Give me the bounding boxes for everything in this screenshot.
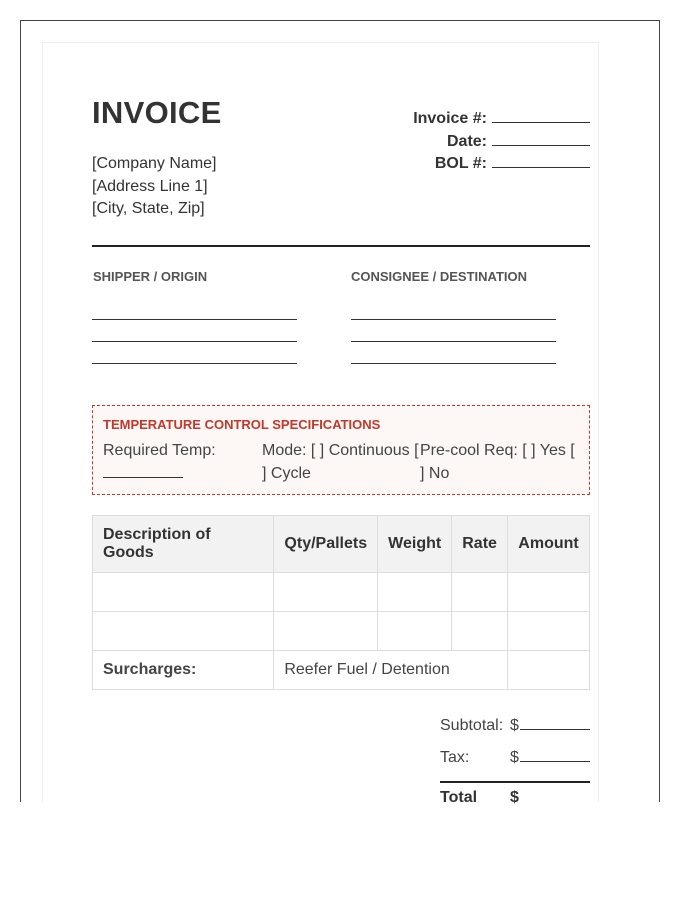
table-cell[interactable] [508, 612, 590, 651]
precool-line-1[interactable]: Pre-cool Req: [ ] Yes [ [420, 442, 575, 459]
total-label: Total [440, 789, 478, 806]
consignee-fields [351, 307, 556, 385]
tax-field[interactable] [520, 747, 590, 762]
required-temp [103, 440, 216, 485]
table-cell[interactable] [274, 612, 378, 651]
invoice-number-field[interactable] [492, 108, 590, 123]
mode-line-2[interactable]: ] Cycle [262, 464, 311, 482]
shipper-line[interactable] [92, 341, 297, 342]
tax-label: Tax: [440, 749, 470, 766]
required-temp-label: Required Temp: [103, 442, 216, 459]
surcharges-label: Surcharges: [93, 651, 274, 690]
consignee-line[interactable] [351, 319, 556, 320]
invoice-title: INVOICE [92, 95, 222, 130]
bol-row [330, 153, 590, 176]
invoice-number-label: Invoice #: [413, 110, 487, 127]
subtotal-label: Subtotal: [440, 717, 504, 734]
total-currency: $ [510, 789, 519, 806]
table-cell[interactable] [508, 573, 590, 612]
date-label: Date: [446, 132, 487, 150]
mode-options [262, 440, 419, 485]
consignee-line[interactable] [351, 341, 556, 342]
table-header-row [93, 516, 590, 573]
header-divider [92, 245, 590, 247]
table-cell[interactable] [93, 573, 274, 612]
totals-block [440, 715, 590, 821]
surcharges-row [93, 651, 590, 690]
table-cell[interactable] [93, 612, 274, 651]
mode-line-1[interactable]: Mode: [ ] Continuous [ [262, 442, 419, 459]
table-row [93, 573, 590, 612]
table-cell[interactable] [378, 612, 452, 651]
invoice-number-row [330, 108, 590, 131]
precool-options [420, 440, 575, 485]
tax-row [440, 747, 590, 779]
subtotal-currency: $ [510, 717, 519, 734]
company-address: [Address Line 1] [92, 177, 208, 195]
required-temp-field[interactable] [103, 463, 183, 478]
company-city-state-zip: [City, State, Zip] [92, 200, 205, 217]
date-row [330, 131, 590, 154]
tax-currency: $ [510, 749, 519, 766]
table-row [93, 612, 590, 651]
shipper-heading: SHIPPER / ORIGIN [93, 269, 208, 284]
temperature-spec-title: TEMPERATURE CONTROL SPECIFICATIONS [103, 417, 381, 432]
shipper-line[interactable] [92, 363, 297, 364]
col-qty-pallets: Qty/Pallets [274, 516, 378, 573]
consignee-line[interactable] [351, 363, 556, 364]
company-name: [Company Name] [92, 155, 217, 172]
col-rate: Rate [452, 516, 508, 573]
precool-line-2[interactable]: ] No [420, 464, 450, 482]
goods-table [92, 515, 590, 690]
col-amount: Amount [508, 516, 590, 573]
bol-field[interactable] [492, 153, 590, 168]
subtotal-row [440, 715, 590, 747]
invoice-meta [330, 108, 590, 176]
shipper-fields [92, 307, 297, 385]
company-block [92, 153, 217, 221]
table-cell[interactable] [378, 573, 452, 612]
consignee-heading: CONSIGNEE / DESTINATION [351, 269, 527, 284]
table-cell[interactable] [452, 612, 508, 651]
table-cell[interactable] [452, 573, 508, 612]
col-weight: Weight [378, 516, 452, 573]
subtotal-field[interactable] [520, 715, 590, 730]
surcharges-amount[interactable] [508, 651, 590, 690]
bol-label: BOL #: [434, 155, 487, 172]
col-description: Description of Goods [93, 516, 274, 573]
surcharges-value: Reefer Fuel / Detention [274, 651, 508, 690]
total-row [440, 783, 590, 821]
temperature-spec-box [92, 405, 590, 495]
table-cell[interactable] [274, 573, 378, 612]
date-field[interactable] [492, 131, 590, 146]
shipper-line[interactable] [92, 319, 297, 320]
